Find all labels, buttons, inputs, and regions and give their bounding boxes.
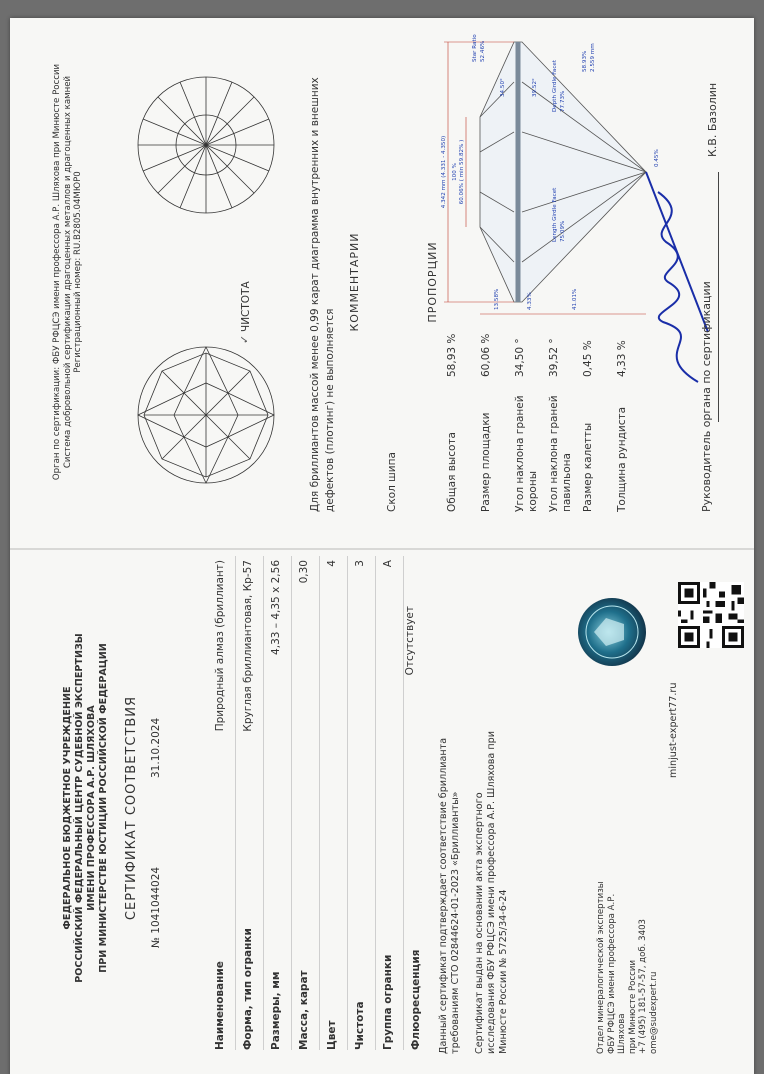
proportion-label: Толщина рундиста: [616, 406, 628, 512]
qr-code-icon: [678, 582, 744, 648]
proportion-label: Размер калетты: [582, 422, 594, 512]
row-value: А: [382, 560, 394, 568]
proportion-label: Общая высота: [446, 432, 458, 512]
diamond-bottom-view: [138, 347, 274, 483]
proportion-label: Угол наклона граней павильона: [548, 395, 573, 512]
table-row: [208, 556, 235, 1050]
signature-line: [718, 172, 719, 422]
proportion-value: 0,45 %: [582, 340, 594, 377]
row-value: Природный алмаз (бриллиант): [214, 560, 226, 732]
proportion-value: 60,06 %: [480, 333, 492, 377]
proportions-table: [446, 322, 650, 512]
row-value: 4: [326, 560, 338, 567]
organ-line-2: Система добровольной сертификации драгоценных металлов и драгоценных камней: [62, 75, 73, 469]
proportion-value: 58,93 %: [446, 333, 458, 377]
lgf-value: 75.09%: [560, 220, 566, 242]
issuance-note: Сертификат выдан на основании акта экспертного исследования ФБУ РФЦСЭ имени профессора А.Р. Шляхова при Минюсте России № 5725/34-6-24: [474, 731, 509, 1054]
proportion-label: Размер площадки: [480, 412, 492, 512]
certification-body-info: [52, 62, 84, 482]
lgf-title: Length Girdle Facet: [552, 187, 558, 242]
footer-line-2: ФБУ РФЦСЭ имени профессора А.Р. Шляхова: [606, 893, 627, 1054]
proportion-row: [514, 322, 548, 512]
institution-line-1: ФЕДЕРАЛЬНОЕ БЮДЖЕТНОЕ УЧРЕЖДЕНИЕ: [62, 686, 73, 930]
institution-header: [62, 548, 110, 1068]
comment-text: Скол шипа: [386, 452, 398, 512]
dgf-title: Depth Girdle Facet: [552, 59, 558, 112]
table-row: [291, 556, 319, 1050]
star-ratio-title: Star Ratio: [472, 34, 478, 62]
table-row: [375, 556, 403, 1050]
row-label: Чистота: [354, 1001, 366, 1050]
row-label: Масса, карат: [298, 970, 310, 1050]
certificate-number: № 1041044024: [150, 866, 162, 948]
proportion-row: [446, 322, 480, 512]
crown-angle-label: 34.50°: [500, 78, 506, 97]
row-label: Группа огранки: [382, 954, 394, 1050]
depth-pct-label: 58.93%: [582, 50, 588, 72]
institution-line-4: ПРИ МИНИСТЕРСТВЕ ЮСТИЦИИ РОССИЙСКОЙ ФЕДЕРАЦИИ: [98, 643, 109, 973]
organ-line-1: Орган по сертификации: ФБУ РФЦСЭ имени профессора А.Р. Шляхова при Минюсте России: [52, 63, 62, 481]
conformity-note: Данный сертификат подтверждает соответствие бриллианта требованиям СТО 02844624-01-2023 «Бриллианты»: [438, 737, 461, 1054]
certificate-date: 31.10.2024: [150, 717, 162, 778]
row-value: Отсутствует: [404, 606, 416, 676]
clarity-label: ЧИСТОТА: [240, 281, 252, 332]
website-link[interactable]: minjust-expert77.ru: [668, 682, 679, 778]
proportions-heading: ПРОПОРЦИИ: [426, 241, 439, 323]
proportion-value: 4,33 %: [616, 340, 628, 377]
proportions-diagram: [436, 22, 666, 322]
row-value: 3: [354, 560, 366, 567]
row-label: Наименование: [214, 961, 226, 1050]
check-mark-icon: ✓: [238, 334, 251, 344]
proportion-value: 34,50 °: [514, 338, 526, 377]
star-ratio-value: 52.46%: [480, 40, 486, 62]
pavilion-angle-label: 39.52°: [532, 78, 538, 97]
table-row: [403, 556, 438, 1050]
comments-heading: КОММЕНТАРИИ: [348, 232, 361, 332]
head-label: Руководитель органа по сертификации: [700, 281, 713, 512]
row-label: Цвет: [326, 1020, 338, 1050]
row-value: 0,30: [298, 560, 310, 584]
culet-label: 0.45%: [654, 149, 660, 167]
scan-border: [0, 1074, 764, 1080]
proportion-value: 39,52 °: [548, 338, 560, 377]
institution-line-2: РОССИЙСКИЙ ФЕДЕРАЛЬНЫЙ ЦЕНТР СУДЕБНОЙ ЭКСПЕРТИЗЫ: [74, 633, 85, 983]
diamond-top-view: [138, 77, 274, 213]
footer-line-3: при Минюсте России: [627, 959, 638, 1054]
crown-height-label: 13.58%: [494, 288, 500, 310]
plotting-note: Для бриллиантов массой менее 0,99 карат диаграмма внутренних и внешних дефектов (плотинг) не выполняется: [309, 77, 336, 512]
table-row: [235, 556, 263, 1050]
contacts-footer: [596, 874, 659, 1054]
girdle-label: 4.33%: [527, 292, 533, 310]
proportion-row: [548, 322, 582, 512]
dgf-value: 77.73%: [560, 90, 566, 112]
proportion-label: Угол наклона граней короны: [514, 395, 539, 512]
stone-characteristics-table: [208, 556, 438, 1050]
hologram-seal-icon: [576, 596, 648, 668]
pavilion-depth-label: 41.01%: [572, 288, 578, 310]
row-label: Размеры, мм: [270, 971, 282, 1050]
table-row: [347, 556, 375, 1050]
table-row: [319, 556, 347, 1050]
clarity-diagrams: [128, 30, 288, 530]
proportion-row: [582, 322, 616, 512]
row-label: Форма, тип огранки: [242, 928, 254, 1050]
certificate-back-page: [28, 22, 756, 542]
footer-email[interactable]: ome@sudexpert.ru: [648, 971, 659, 1054]
proportion-row: [480, 322, 514, 512]
row-value: 4,33 – 4,35 х 2,56: [270, 560, 282, 655]
footer-line-1: Отдел минералогической экспертизы: [596, 881, 606, 1054]
row-label: Флюоресценция: [410, 949, 422, 1050]
head-name: К.В. Базолин: [706, 82, 719, 157]
certificate-title: СЕРТИФИКАТ СООТВЕТСТВИЯ: [124, 695, 139, 921]
table-size-label: 60.06% ( min 59.82% ): [459, 139, 465, 205]
organ-line-3: Регистрационный номер: RU.B2805.04МЮР0: [73, 171, 83, 373]
depth-mm-label: 2.559 mm: [590, 43, 596, 72]
certificate-front-page: [28, 548, 756, 1068]
hundred-label: 100 %: [452, 163, 458, 181]
row-value: Круглая бриллиантовая, Кр-57: [242, 560, 254, 732]
institution-line-3: ИМЕНИ ПРОФЕССОРА А.Р. ШЛЯХОВА: [86, 705, 97, 911]
diameter-label: 4.342 mm (4.331 - 4.350): [441, 135, 447, 209]
footer-phone: +7 (495) 181-57-57, доб. 3403: [638, 918, 648, 1054]
table-row: [263, 556, 291, 1050]
